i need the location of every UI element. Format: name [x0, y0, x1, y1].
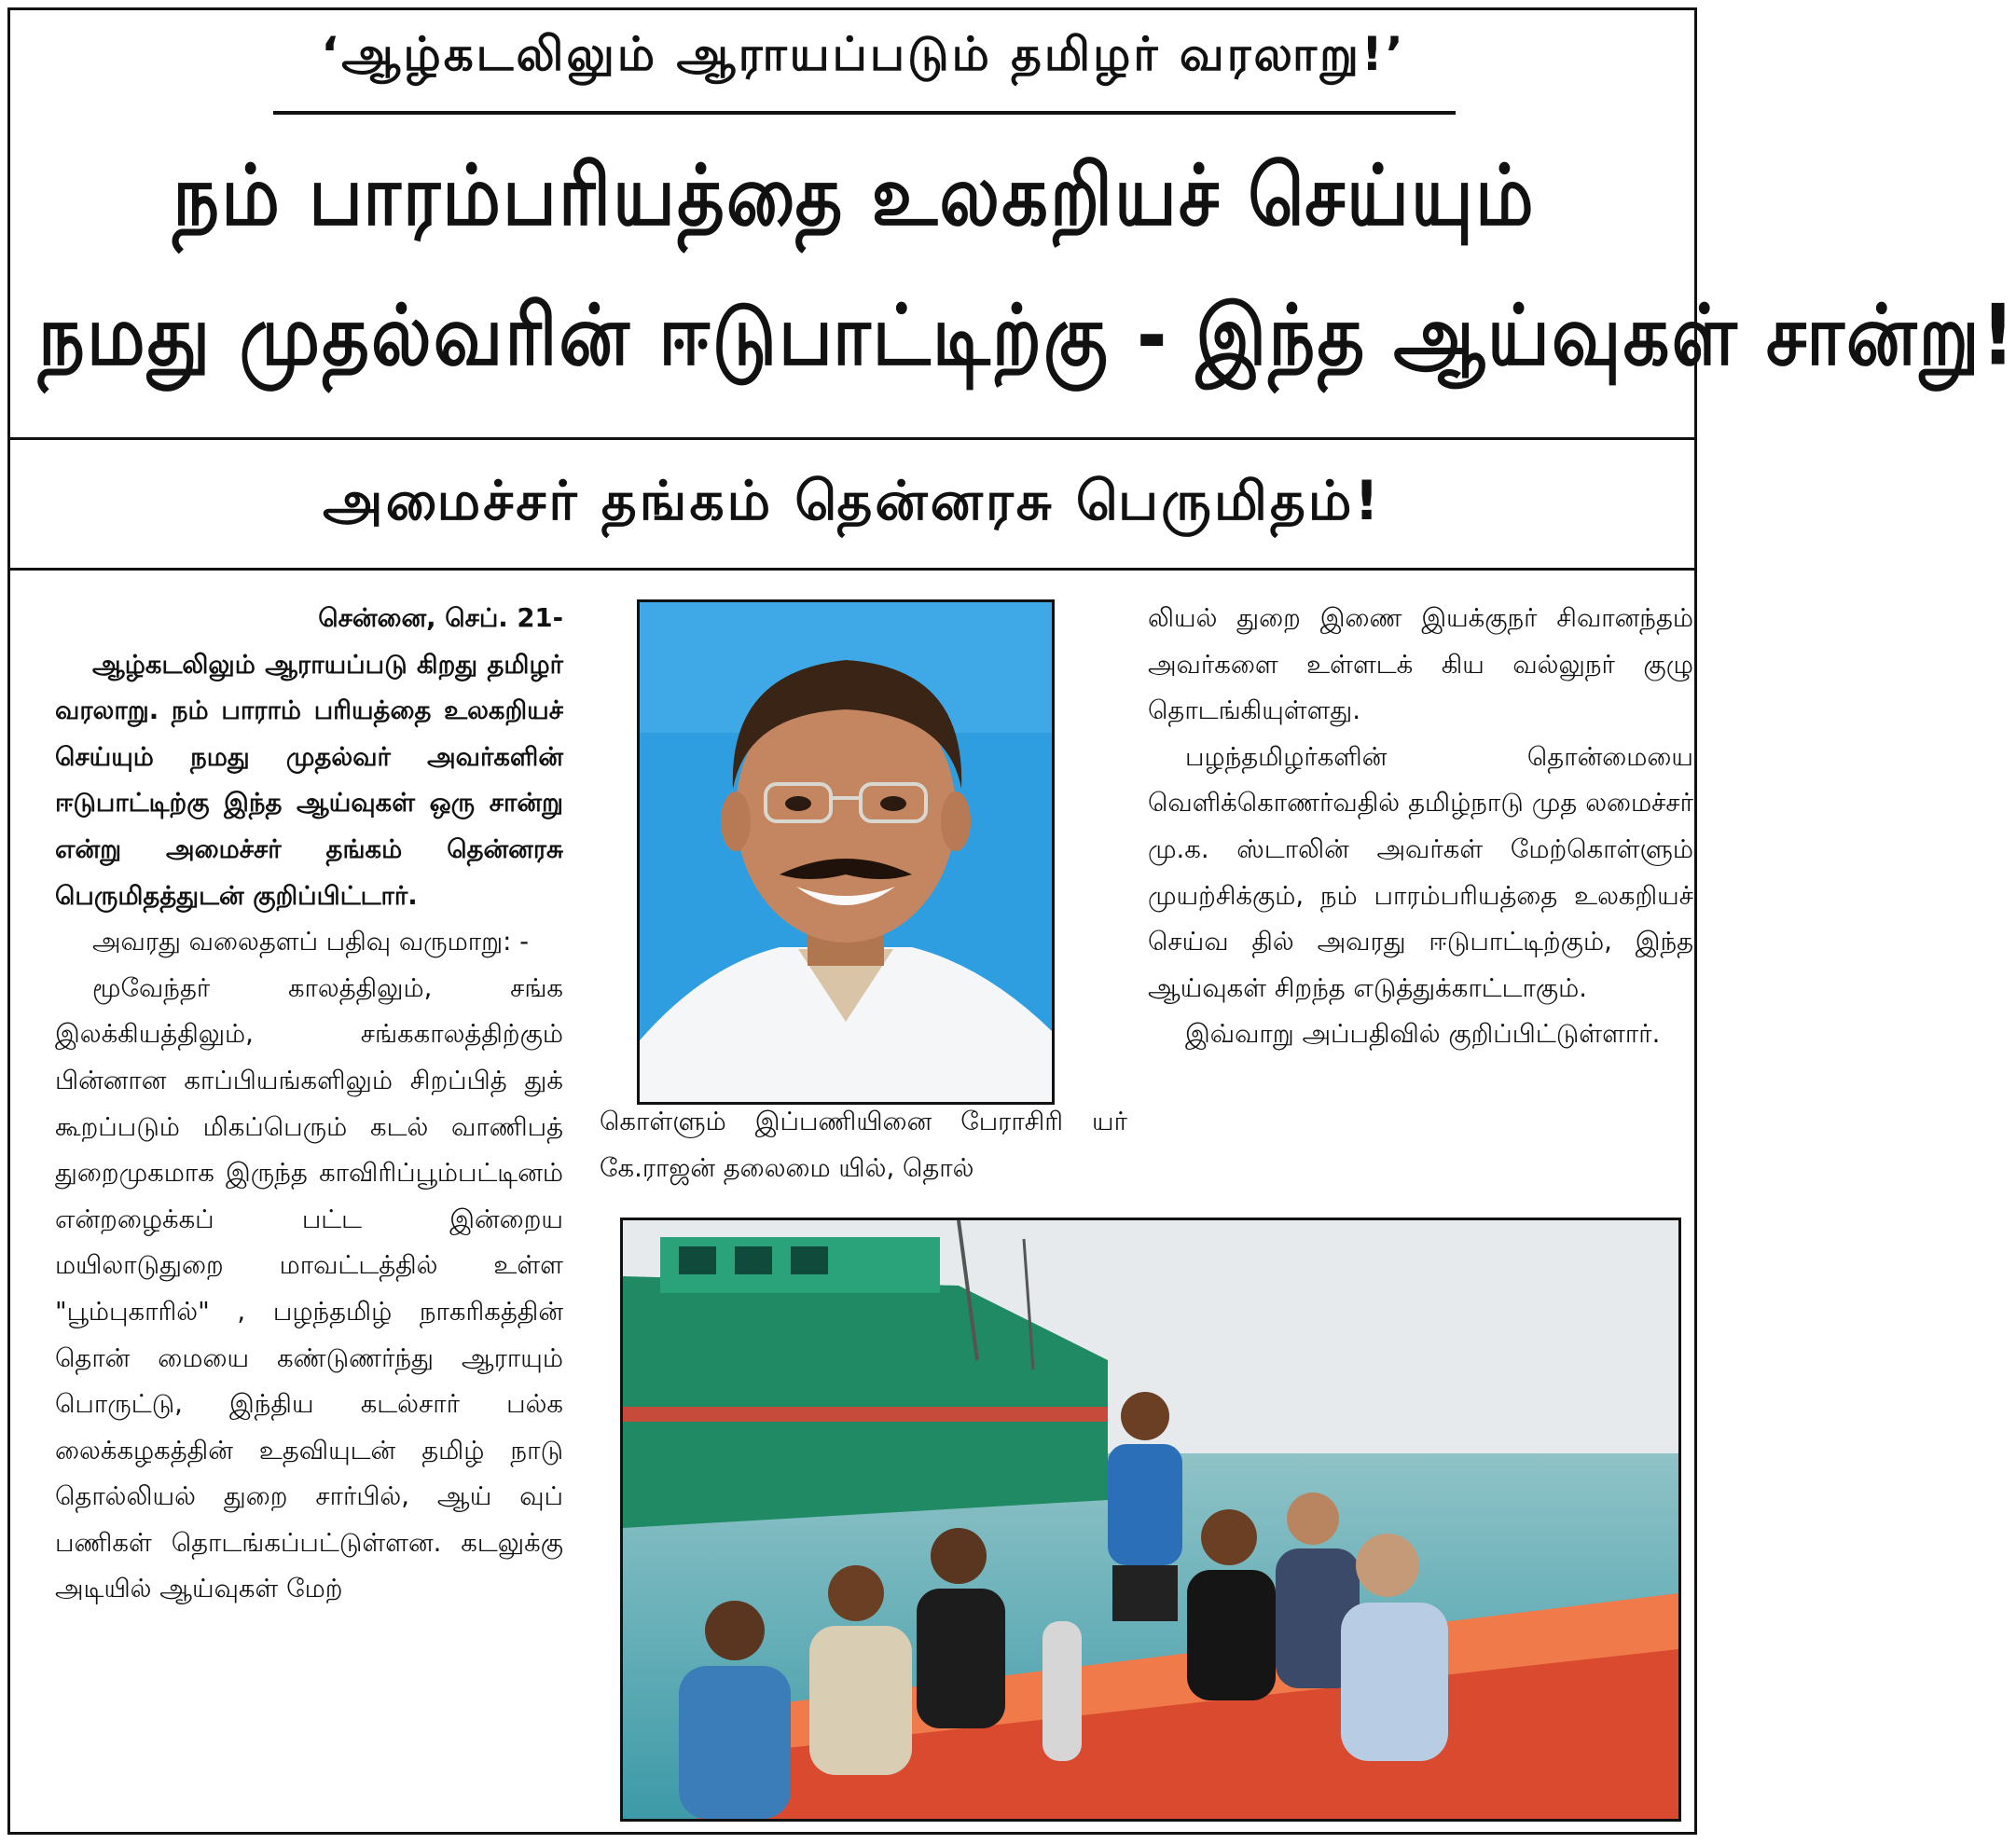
portrait-illustration: [640, 602, 1052, 1102]
headline-line-2: நமது முதல்வரின் ஈடுபாட்டிற்கு - இந்த ஆய்வுகள் சான்று!: [38, 288, 2016, 385]
news-clipping: [7, 7, 2016, 1835]
subheadline: அமைச்சர் தங்கம் தென்னரசு பெருமிதம்!: [323, 469, 1382, 532]
kicker-underline: [273, 111, 1456, 115]
article-column-2: கொள்ளும் இப்பணியினை பேராசிரி யர் கே.ராஜன் தலைமை யில், தொல்: [600, 1107, 1127, 1183]
lead-paragraph: ஆழ்கடலிலும் ஆராயப்படு கிறது தமிழர் வரலாறு. நம் பாராம் பரியத்தை உலகறியச் செய்யும் நமது முதல்வர் அவர்களின் ஈடுபாட்டிற்கு இந்த ஆய்வுகள் ஒரு சான்று என்று அமைச்சர் தங்கம் தென்னரசு பெருமிதத்துடன் குறிப்பிட்டார்.: [55, 649, 563, 911]
sea-expedition-photo: [620, 1218, 1681, 1822]
body-paragraph: மூவேந்தர் காலத்திலும், சங்க இலக்கியத்திலும், சங்ககாலத்திற்கும் பின்னான காப்பியங்களிலும் சிறப்பித் துக் கூறப்படும் மிகப்பெரும் கடல் வாணிபத் துறைமுகமாக இருந்த காவிரிப்பூம்பட்டினம் என்றழைக்கப் பட்ட இன்றைய மயிலாடுதுறை மாவட்டத்தில் உள்ள "பூம்புகாரில்" , பழந்தமிழ் நாகரிகத்தின் தொன் மையை கண்டுணர்ந்து ஆராயும் பொருட்டு, இந்திய கடல்சார் பல்க லைக்கழகத்தின் உதவியுடன் தமிழ் நாடு தொல்லியல் துறை சார்பில், ஆய் வுப் பணிகள் தொடங்கப்பட்டுள்ளன. கடலுக்கு அடியில் ஆய்வுகள் மேற்: [55, 972, 563, 1604]
headline-line-1: நம் பாரம்பரியத்தை உலகறியச் செய்யும்: [173, 148, 1536, 245]
dateline: சென்னை, செப். 21-: [318, 603, 563, 633]
body-paragraph: பழந்தமிழர்களின் தொன்மையை வெளிக்கொணர்வதில் தமிழ்நாடு முத லமைச்சர் மு.க. ஸ்டாலின் அவர்கள் மேற்கொள்ளும் முயற்சிக்கும், நம் பாரம்பரியத்தை உலகறியச் செய்வ தில் அவரது ஈடுபாட்டிற்கும், இந்த ஆய்வுகள் சிறந்த எடுத்துக்காட்டாகும்.: [1148, 741, 1693, 1003]
article-column-3: [1148, 596, 1693, 1058]
body-paragraph: அவரது வலைதளப் பதிவு வருமாறு: -: [92, 927, 530, 957]
kicker-quote: ‘ஆழ்கடலிலும் ஆராயப்படும் தமிழர் வரலாறு!’: [321, 27, 1406, 81]
divider-bottom: [10, 568, 1694, 571]
body-paragraph: லியல் துறை இணை இயக்குநர் சிவானந்தம் அவர்களை உள்ளடக் கிய வல்லுநர் குழு தொடங்கியுள்ளது.: [1148, 603, 1693, 726]
minister-portrait-photo: [637, 599, 1055, 1105]
article-column-1: [55, 596, 563, 1613]
boat-team-illustration: [623, 1220, 1678, 1819]
divider-top: [10, 437, 1694, 440]
body-paragraph: இவ்வாறு அப்பதிவில் குறிப்பிட்டுள்ளார்.: [1185, 1019, 1661, 1050]
